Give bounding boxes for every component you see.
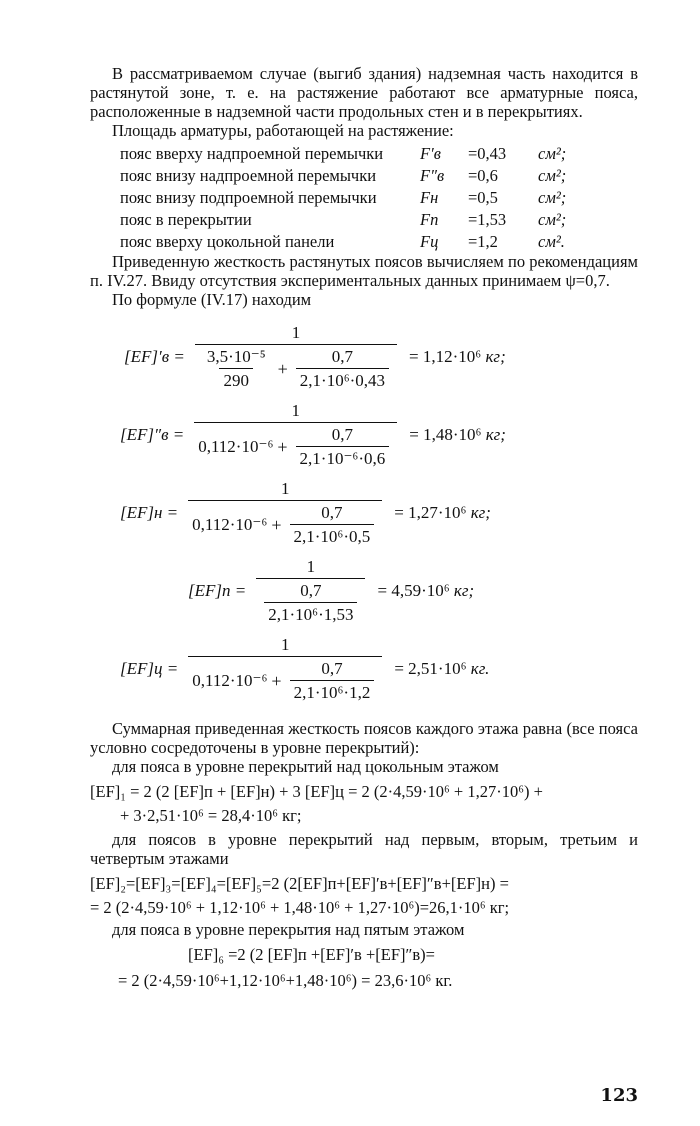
fraction: 1 $\frac{\text{3,5·10⁻⁵}}{290}$ + $\frac{0,7}{\text{2,1·10⁶·0,43}}$ bbox=[195, 323, 397, 391]
paragraph-floors-1-4: для поясов в уровне перекрытий над первым, вторым, третьим и четвертым этажами bbox=[90, 830, 638, 868]
area-row: пояс вверху надпроемной перемычки F′в =0,43 см²; bbox=[120, 144, 567, 163]
equation-ef-sill: [EF]н = 1 0,112·10⁻⁶ + $\frac{0,7}{\text{2,1·10⁶·0,5}}$ = 1,27·10⁶ кг; bbox=[120, 479, 491, 546]
equation-ef-1: [EF]₁ = 2 (2 [EF]п + [EF]н) + 3 [EF]ц = 2 (2·4,59·10⁶ + 1,27·10⁶) + + 3·2,51·10⁶ = 28,4·10⁶ кг; bbox=[90, 782, 543, 825]
equation-ef-6: [EF]₆ =2 (2 [EF]п +[EF]′в +[EF]″в)= = 2 (2·4,59·10⁶+1,12·10⁶+1,48·10⁶) = 23,6·10⁶ кг. bbox=[118, 945, 453, 990]
area-row: пояс внизу подпроемной перемычки Fн =0,5 см²; bbox=[120, 188, 567, 207]
paragraph-stiffness: Приведенную жесткость растянутых поясов вычисляем по рекомендациям п. IV.27. Ввиду отсутствия экспериментальных данных принимаем ψ=0,7. bbox=[90, 252, 638, 290]
area-row: пояс внизу надпроемной перемычки F″в =0,6 см²; bbox=[120, 166, 567, 185]
equation-ef-bottom-lintel: [EF]″в = 1 0,112·10⁻⁶ + $\frac{0,7}{\text{2,1·10⁻⁶·0,6}}$ = 1,48·10⁶ кг; bbox=[120, 401, 506, 468]
paragraph-intro: В рассматриваемом случае (выгиб здания) надземная часть находится в растянутой зоне, т. е. на растяжение работают все арматурные пояса, расположенные в надземной части продольных стен и в перекрытиях. bbox=[90, 64, 638, 121]
area-row: пояс вверху цокольной панели Fц =1,2 см². bbox=[120, 232, 565, 251]
equation-ef-2-5: [EF]₂=[EF]₃=[EF]₄=[EF]₅=2 (2[EF]п+[EF]′в+[EF]″в+[EF]н) = = 2 (2·4,59·10⁶ + 1,12·10⁶ + 1,48·10⁶ + 1,27·10⁶)=26,1·10⁶ кг; bbox=[90, 874, 510, 917]
paragraph-total-stiffness: Суммарная приведенная жесткость поясов каждого этажа равна (все пояса условно сосредоточены в уровне перекрытий): bbox=[90, 719, 638, 757]
equation-ef-floor: [EF]п = $\frac{1}{\frac{0,7}{\text{2,1·10⁶·1,53}}}$ = 4,59·10⁶ кг; bbox=[188, 557, 475, 624]
paragraph-plinth-floor: для пояса в уровне перекрытий над цокольным этажом bbox=[112, 757, 499, 776]
paragraph-formula-ref: По формуле (IV.17) находим bbox=[112, 290, 312, 309]
area-row: пояс в перекрытии Fп =1,53 см²; bbox=[120, 210, 567, 229]
equation-ef-plinth: [EF]ц = 1 0,112·10⁻⁶ + $\frac{0,7}{\text{2,1·10⁶·1,2}}$ = 2,51·10⁶ кг. bbox=[120, 635, 490, 702]
area-list bbox=[120, 142, 638, 252]
page-number: 123 bbox=[600, 1085, 638, 1106]
paragraph-floor-5: для пояса в уровне перекрытия над пятым этажом bbox=[112, 920, 465, 939]
equation-ef-top: [EF]′в = 1 $\frac{\text{3,5·10⁻⁵}}{290}$ + $\frac{0,7}{\text{2,1·10⁶·0,43}}$ = 1,12·10⁶ кг; bbox=[124, 323, 506, 390]
paragraph-area-heading: Площадь арматуры, работающей на растяжение: bbox=[112, 121, 454, 140]
